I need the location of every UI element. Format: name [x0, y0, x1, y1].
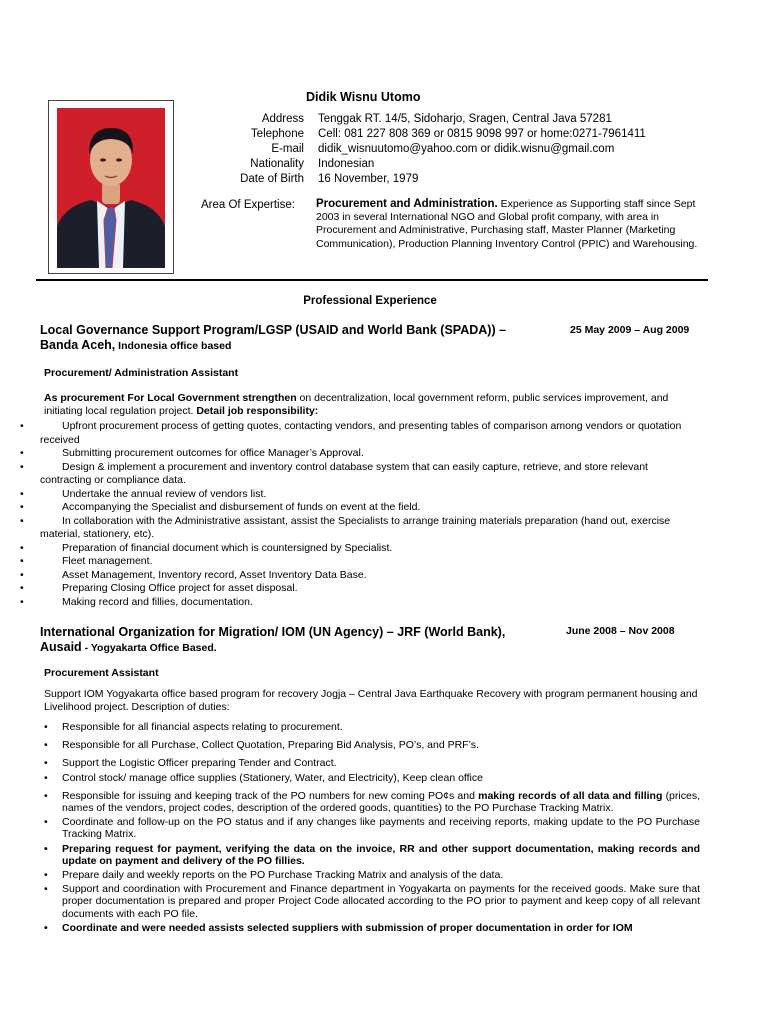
expertise-lead: Procurement and Administration.: [316, 198, 498, 210]
profile-photo-frame: [48, 100, 174, 274]
expertise-description: Experience as Supporting staff since Sept 2003 in several International NGO and Global profit company, with area in Procurement and Administrative, Purchasing staff, Master Planner (Marketing Communication), Production Planning Inventory Control (PPIC) and Warehousing.: [316, 198, 698, 250]
address-value: Tenggak RT. 14/5, Sidoharjo, Sragen, Central Java 57281: [318, 113, 612, 125]
list-item: • Prepare daily and weekly reports on the PO Purchase Tracking Matrix and analysis of the data.: [44, 869, 700, 881]
list-item: • Responsible for all financial aspects relating to procurement.: [44, 721, 700, 733]
expertise-text: [316, 198, 706, 251]
contact-values: [318, 112, 646, 187]
list-item: • Design & implement a procurement and inventory control database system that can easily capture, retrieve, and store relevant contracting or compliance data.: [0, 461, 700, 488]
email-label: E-mail: [271, 143, 304, 155]
bullet-icon: [40, 555, 62, 567]
profile-photo: [57, 108, 165, 268]
job2-duty-list: [44, 721, 700, 940]
list-item: • Coordinate and were needed assists selected suppliers with submission of proper documentation in order for IOM: [44, 922, 700, 934]
dob-value: 16 November, 1979: [318, 173, 419, 185]
list-item: • Preparing request for payment, verifying the data on the invoice, RR and other support documentation, making records and update on payment and delivery of the PO fillies.: [44, 843, 700, 867]
list-item: • Support the Logistic Officer preparing Tender and Contract.: [44, 757, 700, 769]
job1-intro-text: on decentralization, local government reform, public services improvement, and initiating local regulation project.: [44, 392, 669, 417]
job1-intro-bold: As procurement For Local Government strengthen: [44, 392, 297, 404]
bullet-icon: [40, 596, 62, 608]
dob-label: Date of Birth: [240, 173, 304, 185]
list-item: • Submitting procurement outcomes for office Manager’s Approval.: [0, 447, 700, 461]
contact-labels: [196, 112, 304, 187]
job1-title-line1: Local Governance Support Program/LGSP (USAID and World Bank (SPADA)) –: [40, 323, 507, 337]
list-item: • Upfront procurement process of getting quotes, contacting vendors, and presenting tables of comparison among vendors or quotation received: [0, 420, 700, 447]
address-label: Address: [261, 113, 304, 125]
list-item: • Responsible for issuing and keeping track of the PO numbers for new coming PO¢s and making records of all data and filling (prices, names of the vendors, project codes, description of the ordered goods, quantities) to the PO Purchase Tracking Matrix.: [44, 790, 700, 814]
list-item: • Making record and fillies, documentation.: [0, 596, 700, 610]
person-portrait-icon: [57, 108, 165, 268]
job2-date: June 2008 – Nov 2008: [566, 625, 675, 637]
list-item: • Preparing Closing Office project for asset disposal.: [0, 582, 700, 596]
job1-duty-list: [0, 420, 700, 609]
email-value: didik_wisnuutomo@yahoo.com or didik.wisnu@gmail.com: [318, 143, 615, 155]
list-item: • Responsible for all Purchase, Collect Quotation, Preparing Bid Analysis, PO’s, and PRF’s.: [44, 739, 700, 751]
candidate-name: Didik Wisnu Utomo: [306, 90, 421, 104]
bullet-icon: [40, 447, 62, 459]
list-item: • In collaboration with the Administrative assistant, assist the Specialists to arrange training materials preparation (hand out, exercise material, stationery, etc).: [0, 515, 700, 542]
list-item: • Undertake the annual review of vendors list.: [0, 488, 700, 502]
list-item: • Fleet management.: [0, 555, 700, 569]
header-divider: [36, 279, 708, 281]
job2-title: [40, 625, 505, 656]
job1-title: [40, 323, 506, 354]
list-item: • Preparation of financial document which is countersigned by Specialist.: [0, 542, 700, 556]
telephone-label: Telephone: [250, 128, 304, 140]
bullet-icon: [40, 420, 62, 432]
job2-line2-b: - Yogyakarta Office Based.: [81, 642, 217, 654]
bullet-icon: [40, 569, 62, 581]
job2-line2-a: Ausaid: [40, 640, 82, 654]
nationality-value: Indonesian: [318, 158, 375, 170]
nationality-label: Nationality: [250, 158, 304, 170]
job1-intro-bold2: Detail job responsibility:: [196, 405, 319, 417]
expertise-label: Area Of Expertise:: [201, 199, 295, 211]
list-item: • Accompanying the Specialist and disbursement of funds on event at the field.: [0, 501, 700, 515]
telephone-value: Cell: 081 227 808 369 or 0815 9098 997 or home:0271-7961411: [318, 128, 646, 140]
job1-location-bold: Banda Aceh,: [40, 338, 116, 352]
bullet-icon: [40, 501, 62, 513]
job1-position: Procurement/ Administration Assistant: [44, 367, 239, 379]
section-title: Professional Experience: [303, 295, 437, 307]
bullet-icon: [40, 488, 62, 500]
job1-intro: [44, 392, 700, 418]
job2-title-line1: International Organization for Migration/ IOM (UN Agency) – JRF (World Bank),: [40, 625, 506, 639]
list-item: • Coordinate and follow-up on the PO status and if any changes like payments and receiving reports, making update to the PO Purchase Tracking Matrix.: [44, 816, 700, 840]
list-item: • Support and coordination with Procurement and Finance department in Yogyakarta on payments for the received goods. Make sure that proper documentation is prepared and proper Project Code allocated according to the PO prior to payment and keep copy of all relevant documents with each PO file.: [44, 883, 700, 920]
bullet-icon: [40, 515, 62, 527]
bullet-icon: [40, 461, 62, 473]
job1-location-rest: Indonesia office based: [115, 340, 232, 352]
list-item: • Asset Management, Inventory record, Asset Inventory Data Base.: [0, 569, 700, 583]
job2-position: Procurement Assistant: [44, 667, 159, 679]
job2-intro: Support IOM Yogyakarta office based program for recovery Jogja – Central Java Earthquake Recovery with program permanent housing and Livelihood project. Description of duties:: [44, 688, 698, 713]
bullet-icon: [40, 582, 62, 594]
list-item: • Control stock/ manage office supplies (Stationery, Water, and Electricity), Keep clean office: [44, 772, 700, 784]
job1-date: 25 May 2009 – Aug 2009: [570, 324, 690, 336]
bullet-icon: [40, 542, 62, 554]
